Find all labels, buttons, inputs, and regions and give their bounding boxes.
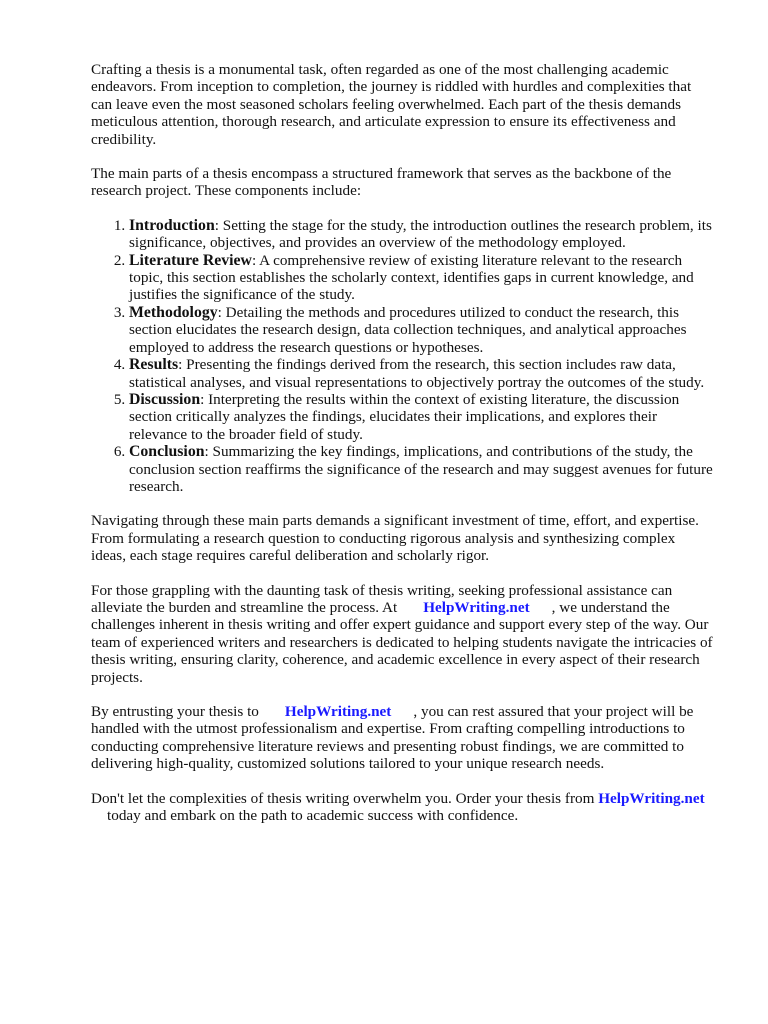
list-item [129, 356, 713, 391]
list-item-term: Conclusion [129, 443, 205, 461]
helpwriting-link[interactable]: HelpWriting.net [284, 703, 392, 720]
list-item-term: Discussion [129, 390, 201, 408]
list-item-desc: : Presenting the findings derived from the research, this section includes raw data, statistical analyses, and visual representations to objectively portray the outcomes of the study. [129, 356, 705, 391]
thesis-parts-list [91, 217, 713, 496]
document-body [91, 61, 713, 841]
list-item [129, 217, 713, 252]
list-item-term: Introduction [129, 216, 215, 234]
list-item-term: Results [129, 356, 179, 374]
entrusting-text-after: , you can rest assured that your project will be handled with the utmost professionalism and expertise. From crafting compelling introductions to conducting comprehensive literature reviews and presenting robust findings, we are committed to delivering high-quality, customized solutions tailored to your unique research needs. [91, 703, 694, 773]
list-item [129, 252, 713, 304]
navigating-paragraph: Navigating through these main parts demands a significant investment of time, effort, and expertise. From formulating a research question to conducting rigorous analysis and synthesizing complex ideas, each stage requires careful deliberation and scholarly rigor. [91, 512, 699, 565]
assistance-text-after: , we understand the challenges inherent in thesis writing and offer expert guidance and support every step of the way. Our team of experienced writers and researchers is dedicated to helping students navigate the intricacies of thesis writing, ensuring clarity, coherence, and academic excellence in every aspect of their research projects. [91, 598, 713, 686]
list-item-desc: : Setting the stage for the study, the introduction outlines the research problem, its significance, objectives, and provides an overview of the methodology employed. [129, 216, 712, 252]
list-item [129, 304, 713, 356]
list-item-desc: : A comprehensive review of existing literature relevant to the research topic, this section establishes the scholarly context, identifies gaps in current knowledge, and justifies the significance of the study. [129, 251, 694, 304]
list-item-term: Methodology [129, 303, 218, 321]
helpwriting-link[interactable]: HelpWriting.net [598, 789, 705, 807]
list-item-desc: : Interpreting the results within the context of existing literature, the discussion section critically analyzes the findings, elucidates their implications, and explores their relevance to the broader field of study. [129, 390, 680, 443]
list-item-desc: : Summarizing the key findings, implications, and contributions of the study, the conclusion section reaffirms the significance of the research and may suggest avenues for future research. [129, 443, 713, 495]
closing-text-before: Don't let the complexities of thesis writing overwhelm you. Order your thesis from [91, 789, 595, 807]
helpwriting-link[interactable]: HelpWriting.net [423, 598, 530, 616]
list-item-term: Literature Review [129, 251, 252, 269]
components-lead-paragraph: The main parts of a thesis encompass a structured framework that serves as the backbone of the research project. These components include: [91, 165, 672, 200]
assistance-paragraph [91, 582, 713, 686]
assistance-text-before: For those grappling with the daunting task of thesis writing, seeking professional assistance can alleviate the burden and streamline the process. At [91, 581, 673, 616]
list-item [129, 443, 713, 495]
entrusting-text-before: By entrusting your thesis to [91, 703, 259, 720]
closing-paragraph [91, 790, 713, 825]
intro-paragraph: Crafting a thesis is a monumental task, often regarded as one of the most challenging academic endeavors. From inception to completion, the journey is riddled with hurdles and complexities that can leave even the most seasoned scholars feeling overwhelmed. Each part of the thesis demands meticulous attention, thorough research, and articulate expression to ensure its effectiveness and credibility. [91, 61, 692, 148]
list-item [129, 391, 713, 443]
entrusting-paragraph [91, 703, 713, 773]
list-item-desc: : Detailing the methods and procedures utilized to conduct the research, this section elucidates the research design, data collection techniques, and analytical approaches employed to address the research questions or hypotheses. [129, 303, 687, 356]
closing-text-after: today and embark on the path to academic success with confidence. [107, 807, 519, 825]
